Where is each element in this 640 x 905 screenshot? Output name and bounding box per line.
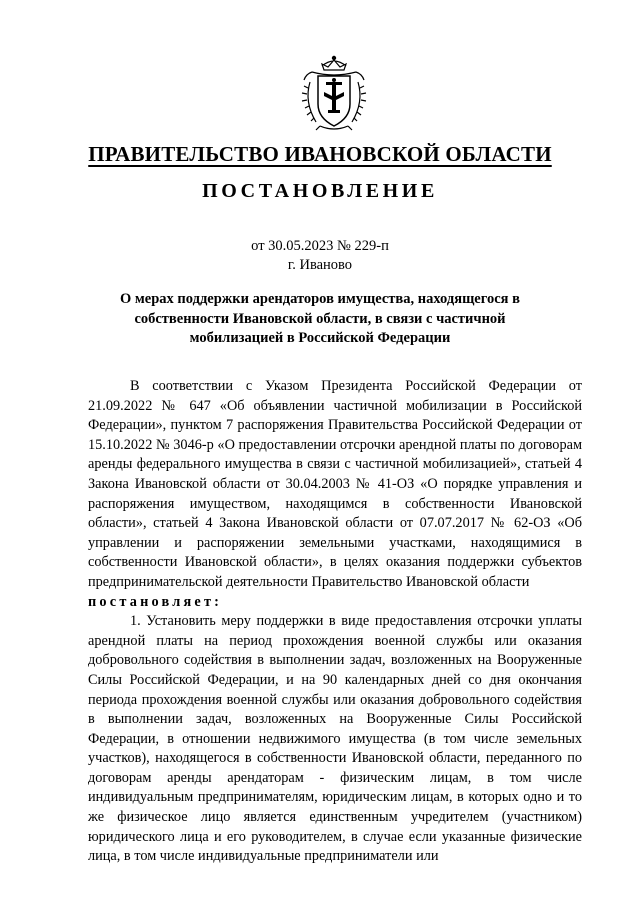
resolves-paragraph — [88, 593, 582, 613]
item-1-paragraph — [88, 612, 582, 867]
resolves-text: постановляет: — [88, 593, 223, 610]
document-type: ПОСТАНОВЛЕНИЕ — [202, 180, 438, 202]
preamble-text: В соответствии с Указом Президента Российской Федерации от 21.09.2022 № 647 «Об объявлении частичной мобилизации в Российской Федерации», пунктом 7 распоряжения Правительства Российской Федерации от 15.10.2022 № 3046-р «О предоставлении отсрочки арендной платы по договорам аренды федерального имущества в связи с частичной мобилизацией», статьей 4 Закона Ивановской области от 30.04.2003 № 41-ОЗ «О порядке управления и распоряжения имуществом, находящимся в собственности Ивановской области», статьей 4 Закона Ивановской области от 07.07.2017 № 62-ОЗ «Об управлении и распоряжении земельными участками, находящимися в собственности Ивановской области», в целях оказания поддержки субъектов предпринимательской деятельности Правительство Ивановской области — [88, 378, 582, 590]
coat-of-arms-icon — [294, 52, 374, 134]
government-title — [0, 142, 640, 167]
city: г. Иваново — [287, 257, 353, 273]
preamble-paragraph — [88, 377, 582, 593]
item-1-text: 1. Установить меру поддержки в виде предоставления отсрочки уплаты арендной платы на период прохождения военной службы или оказания добровольного содействия в выполнении задач, возложенных на Вооруженные Силы Российской Федерации, и на 90 календарных дней со дня окончания периода прохождения военной службы или оказания добровольного содействия в выполнении задач, возложенных на Вооруженные Силы Российской Федерации, в отношении недвижимого имущества (в том числе земельных участков), находящегося в собственности Ивановской области, переданного по договорам аренды арендаторам - физическим лицам, в том числе индивидуальным предпринимателям, юридическим лицам, в которых одно и то же физическое лицо является единственным учредителем (участником) юридического лица и его руководителем, в случае если указанные физические лица, в том числе индивидуальные предприниматели или — [88, 613, 582, 865]
document-body — [88, 377, 582, 867]
document-subject: О мерах поддержки арендаторов имущества, находящегося в собственности Ивановской области, в связи с частичной мобилизацией в Российской Федерации — [120, 291, 520, 346]
date-number: от 30.05.2023 № 229-п — [251, 238, 389, 254]
government-title-text: ПРАВИТЕЛЬСТВО ИВАНОВСКОЙ ОБЛАСТИ — [88, 142, 552, 166]
